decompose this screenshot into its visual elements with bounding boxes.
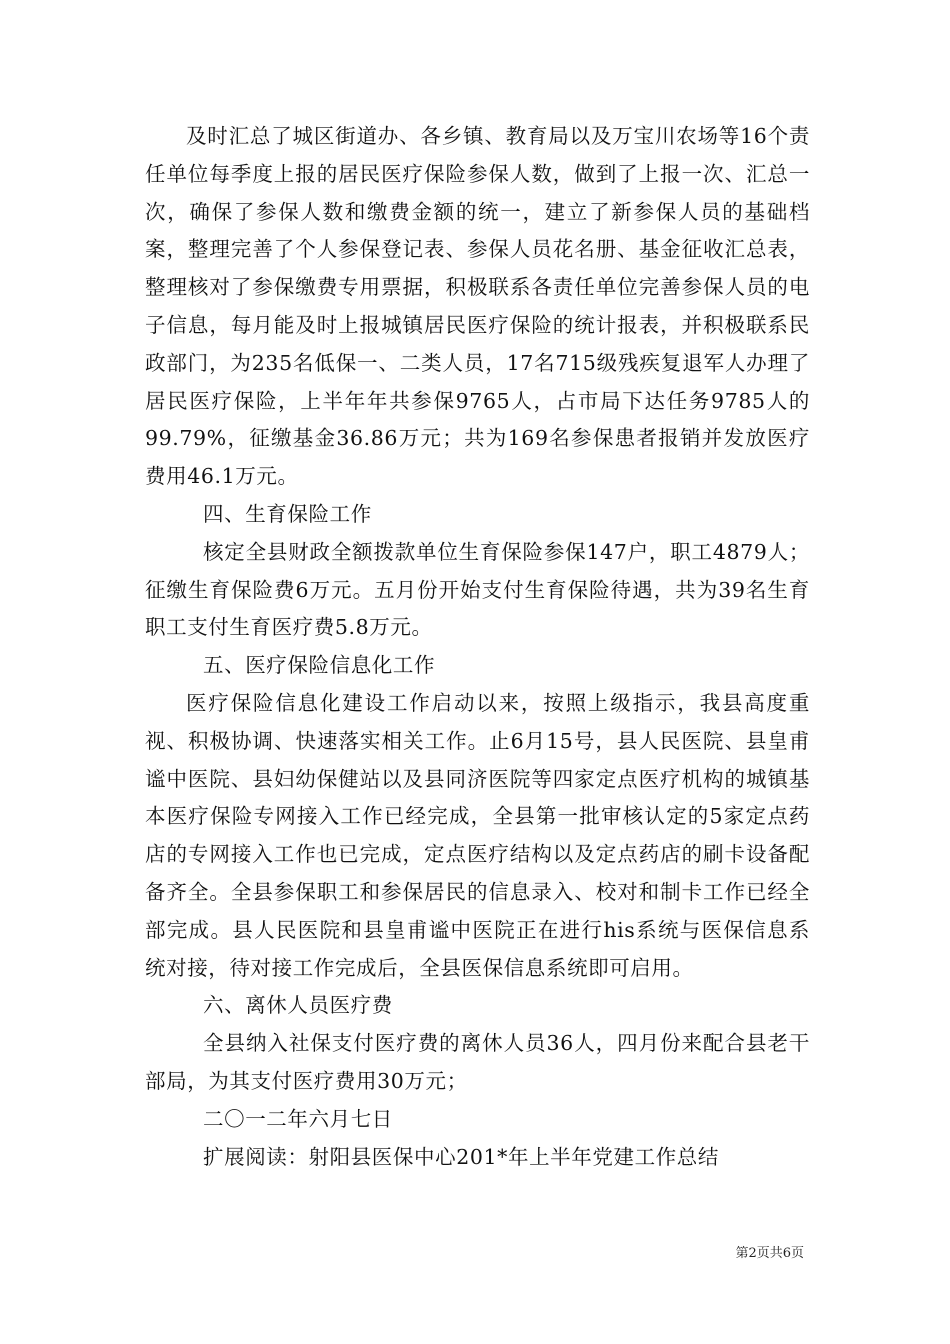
document-date: 二〇一二年六月七日 (203, 1106, 393, 1131)
paragraph-informatization: 医疗保险信息化建设工作启动以来，按照上级指示，我县高度重视、积极协调、快速落实相关工作。止6月15号，县人民医院、县皇甫谧中医院、县妇幼保健站以及县同济医院等四家定点医疗机构的城镇基本医疗保险专网接入工作已经完成，全县第一批审核认定的5家定点药店的专网接入工作也已完成，定点医疗结构以及定点药店的刷卡设备配备齐全。全县参保职工和参保居民的信息录入、校对和制卡工作已经全部完成。县人民医院和县皇甫谧中医院正在进行his系统与医保信息系统对接，待对接工作完成后，全县医保信息系统即可启用。 (145, 690, 810, 980)
section-heading-informatization: 五、医疗保险信息化工作 (203, 653, 436, 678)
section-heading-maternity-insurance: 四、生育保险工作 (203, 501, 372, 526)
page-number-footer: 第2页共6页 (735, 1246, 804, 1261)
paragraph-maternity-insurance: 核定全县财政全额拨款单位生育保险参保147户，职工4879人；征缴生育保险费6万元。五月份开始支付生育保险待遇，共为39名生育职工支付生育医疗费5.8万元。 (145, 539, 810, 640)
extended-reading-link: 扩展阅读：射阳县医保中心201*年上半年党建工作总结 (203, 1144, 719, 1169)
paragraph-retiree-medical: 全县纳入社保支付医疗费的离休人员36人，四月份来配合县老干部局，为其支付医疗费用30万元； (145, 1031, 810, 1093)
section-heading-retiree-medical: 六、离休人员医疗费 (203, 993, 393, 1018)
document-body (145, 118, 810, 1176)
paragraph-medical-insurance-summary: 及时汇总了城区街道办、各乡镇、教育局以及万宝川农场等16个责任单位每季度上报的居民医疗保险参保人数，做到了上报一次、汇总一次，确保了参保人数和缴费金额的统一，建立了新参保人员的基础档案，整理完善了个人参保登记表、参保人员花名册、基金征收汇总表，整理核对了参保缴费专用票据，积极联系各责任单位完善参保人员的电子信息，每月能及时上报城镇居民医疗保险的统计报表，并积极联系民政部门，为235名低保一、二类人员，17名715级残疾复退军人办理了居民医疗保险，上半年年共参保9765人，占市局下达任务9785人的99.79%，征缴基金36.86万元；共为169名参保患者报销并发放医疗费用46.1万元。 (145, 124, 810, 489)
